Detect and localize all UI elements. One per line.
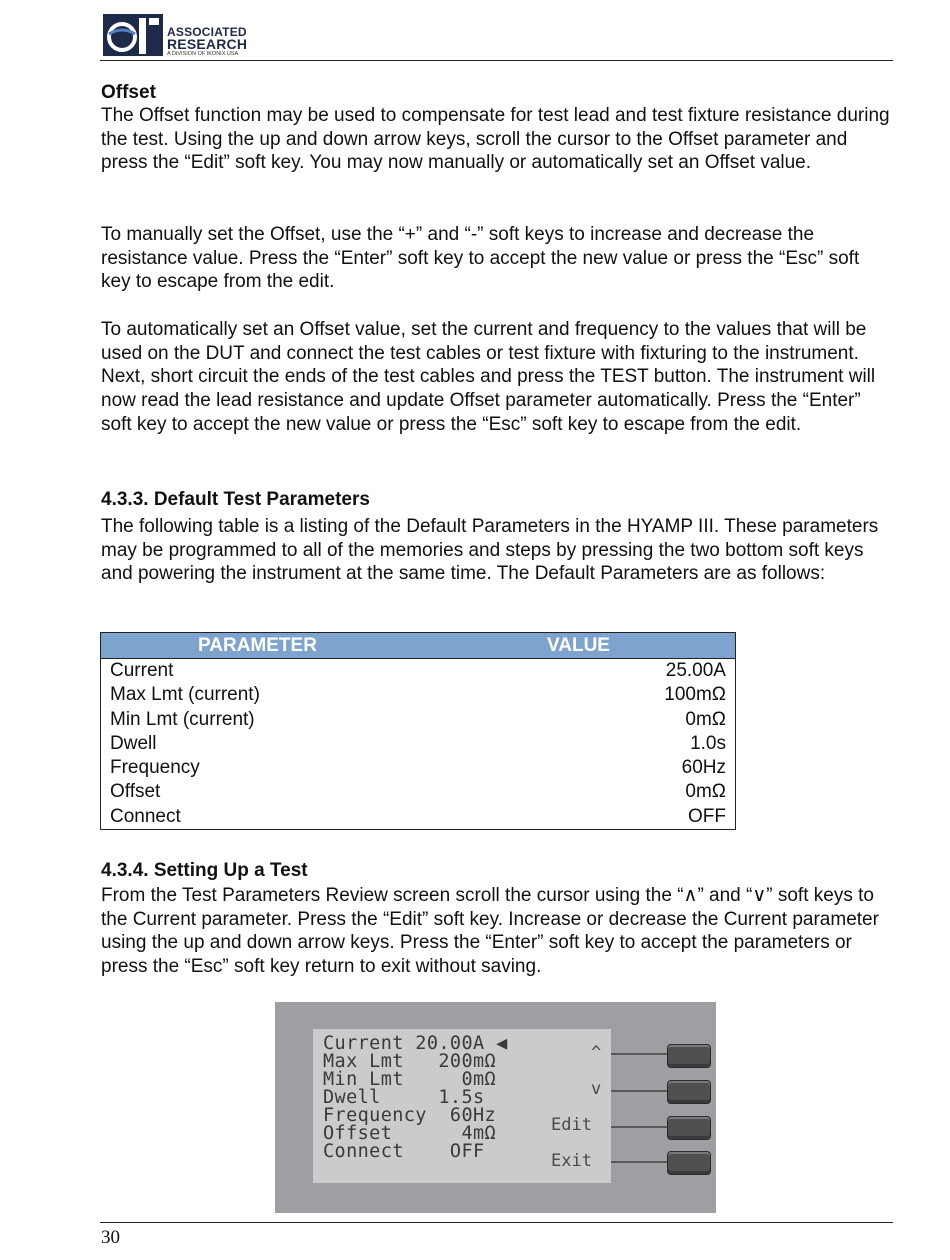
param-value: 0mΩ xyxy=(685,709,726,730)
column-header-value: VALUE xyxy=(547,635,610,656)
soft-key-line xyxy=(611,1090,669,1092)
soft-key-line xyxy=(611,1126,669,1128)
logo-text-research: RESEARCH xyxy=(167,36,248,52)
soft-key-exit-button[interactable] xyxy=(667,1151,711,1175)
param-name: Dwell xyxy=(110,733,157,754)
soft-label-exit: Exit xyxy=(551,1151,592,1171)
lcd-line-max-lmt: Max Lmt 200mΩ xyxy=(323,1051,497,1072)
lcd-line-connect: Connect OFF xyxy=(323,1141,485,1162)
param-name: Min Lmt (current) xyxy=(110,709,255,730)
table-row xyxy=(101,781,735,806)
param-value: OFF xyxy=(688,806,726,827)
offset-paragraph-1: The Offset function may be used to compensate for test lead and test fixture resistance during the test. Using the up and down arrow keys, scroll the cursor to the Offset parameter and press the “Edit” soft key. You may now manually or automatically set an Offset value. xyxy=(101,105,890,174)
soft-label-down: v xyxy=(591,1079,602,1099)
lcd-line-current: Current 20.00A ◀ xyxy=(323,1033,508,1054)
lcd-line-min-lmt: Min Lmt 0mΩ xyxy=(323,1069,497,1090)
logo-text-associated: ASSOCIATED xyxy=(167,25,247,39)
lcd-line-offset: Offset 4mΩ xyxy=(323,1123,497,1144)
soft-key-down-button[interactable] xyxy=(667,1080,711,1104)
default-parameters-paragraph: The following table is a listing of the Default Parameters in the HYAMP III. These parameters may be programmed to all of the memories and steps by pressing the two bottom soft keys and powering the instrument at the same time. The Default Parameters are as follows: xyxy=(101,516,879,585)
logo-text-division: A DIVISION OF IKONIX USA xyxy=(167,51,239,57)
page-number: 30 xyxy=(101,1227,120,1248)
soft-label-up: ^ xyxy=(591,1043,602,1063)
param-name: Current xyxy=(110,660,174,681)
table-row xyxy=(101,757,735,782)
param-value: 100mΩ xyxy=(664,684,726,705)
offset-paragraph-3: To automatically set an Offset value, set the current and frequency to the values that will be used on the DUT and connect the test cables or test fixture with fixturing to the instrument. Next, short circuit the ends of the test cables and press the TEST button. The instrument will now read the lead resistance and update Offset parameter automatically. Press the “Enter” soft key to accept the new value or press the “Esc” soft key to escape from the edit. xyxy=(101,319,876,435)
table-row xyxy=(101,733,735,758)
company-logo xyxy=(103,12,263,58)
offset-paragraph-2: To manually set the Offset, use the “+” and “-” soft keys to increase and decrease the resistance value. Press the “Enter” soft key to accept the new value or press the “Esc” soft key to escape from the edit. xyxy=(101,224,860,293)
param-name: Max Lmt (current) xyxy=(110,684,260,705)
lcd-screen xyxy=(313,1029,611,1183)
logo-mark-icon xyxy=(103,12,165,58)
default-parameters-table xyxy=(100,632,736,830)
table-row xyxy=(101,684,735,709)
table-row xyxy=(101,660,735,685)
param-value: 25.00A xyxy=(665,660,726,681)
param-value: 1.0s xyxy=(690,733,726,754)
soft-key-up-button[interactable] xyxy=(667,1044,711,1068)
setup-paragraph: From the Test Parameters Review screen scroll the cursor using the “∧” and “∨” soft keys to the Current parameter. Press the “Edit” soft key. Increase or decrease the Current parameter using the up and down arrow keys. Press the “Enter” soft key to accept the parameters or press the “Esc” soft key return to exit without saving. xyxy=(101,885,879,978)
footer-divider xyxy=(100,1222,893,1223)
param-name: Frequency xyxy=(110,757,200,778)
header-divider xyxy=(100,60,893,61)
table-row xyxy=(101,709,735,734)
default-parameters-heading: 4.3.3. Default Test Parameters xyxy=(101,489,370,510)
soft-key-line xyxy=(611,1053,669,1055)
param-value: 60Hz xyxy=(681,757,726,778)
soft-key-line xyxy=(611,1161,669,1163)
table-header xyxy=(101,633,735,659)
offset-heading: Offset xyxy=(101,82,156,103)
column-header-parameter: PARAMETER xyxy=(198,635,317,656)
soft-label-edit: Edit xyxy=(551,1115,592,1135)
soft-key-edit-button[interactable] xyxy=(667,1116,711,1140)
table-row xyxy=(101,806,735,831)
param-name: Connect xyxy=(110,806,181,827)
param-name: Offset xyxy=(110,781,161,802)
instrument-display-figure xyxy=(275,1002,716,1213)
param-value: 0mΩ xyxy=(685,781,726,802)
lcd-line-frequency: Frequency 60Hz xyxy=(323,1105,497,1126)
lcd-line-dwell: Dwell 1.5s xyxy=(323,1087,485,1108)
setup-heading: 4.3.4. Setting Up a Test xyxy=(101,860,308,881)
